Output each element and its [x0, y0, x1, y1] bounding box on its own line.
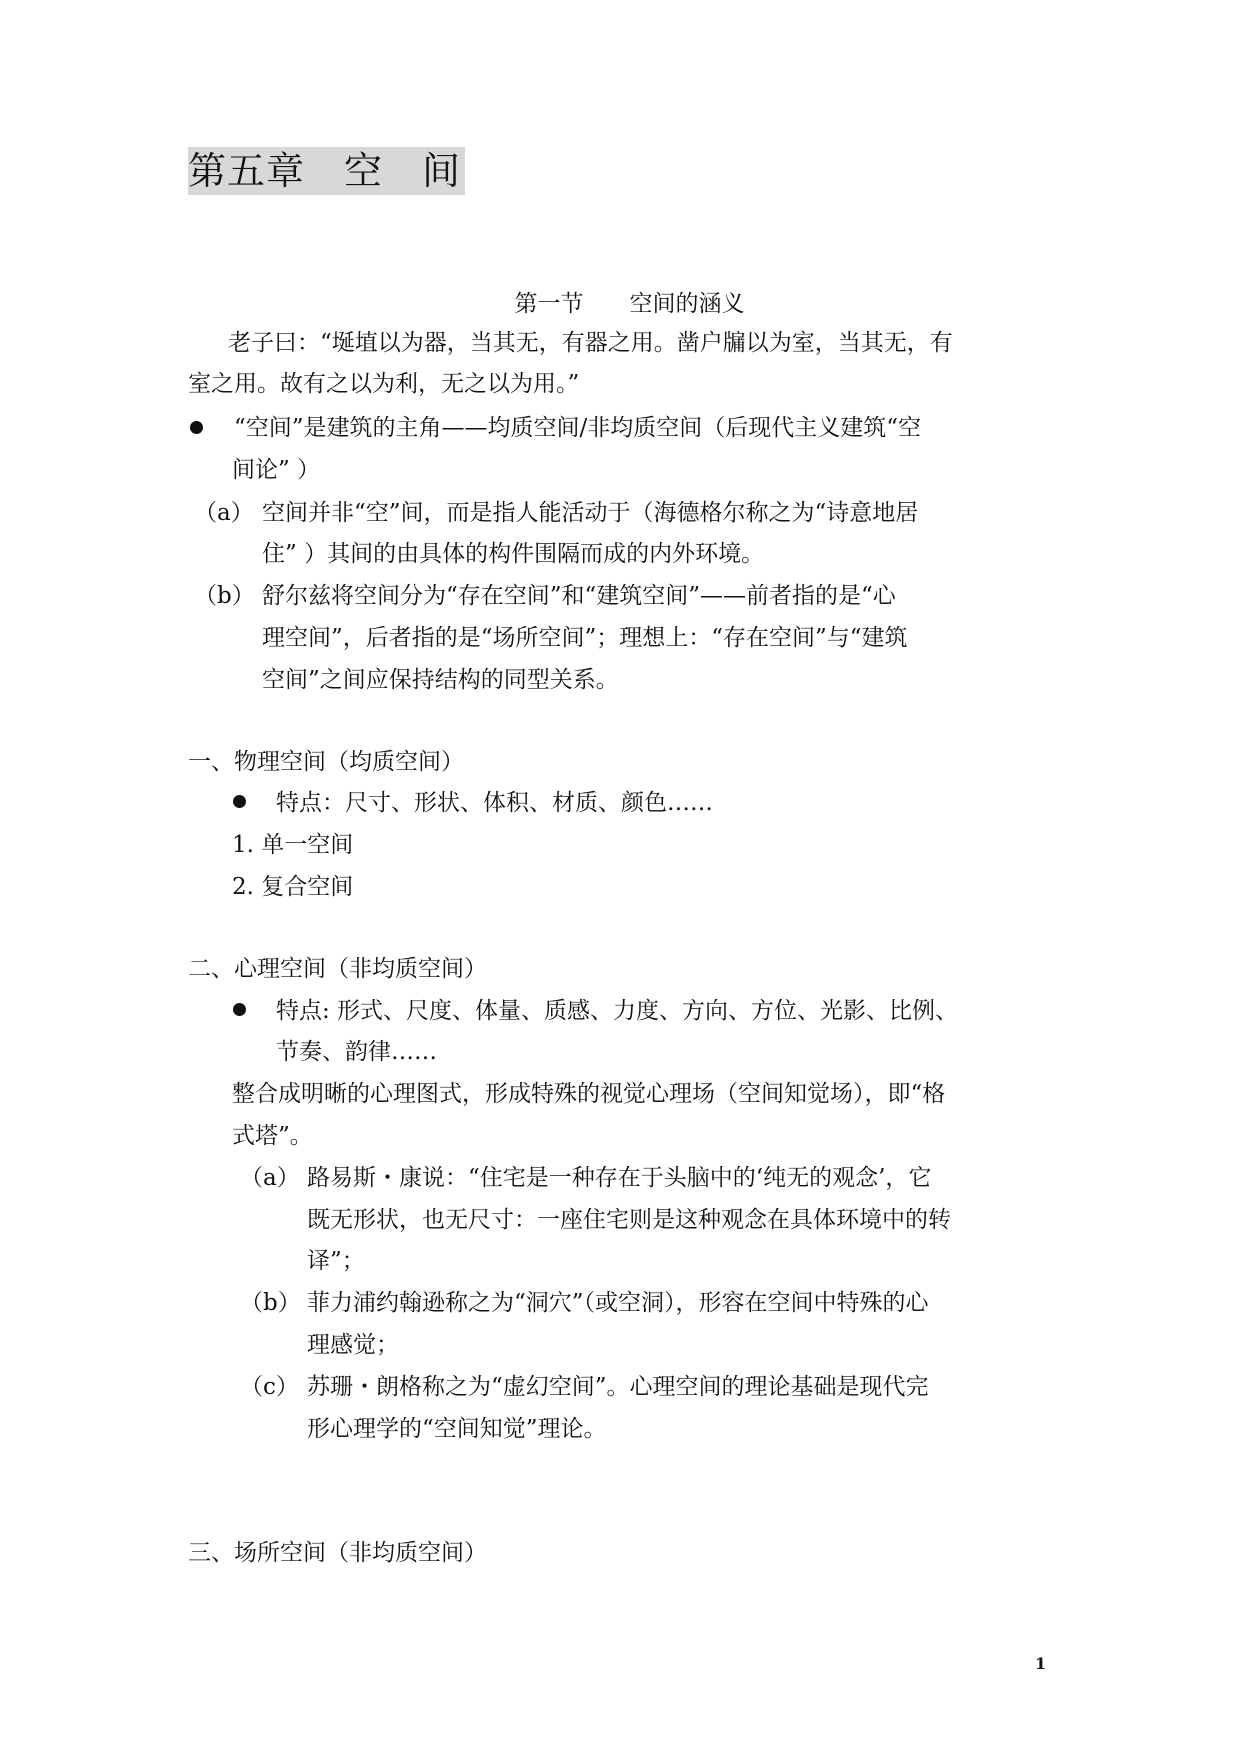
page-number: 1	[1035, 1654, 1047, 1673]
item-a-line-2: 住” ）其间的由具体的构件围隔而成的内外环境。	[262, 541, 765, 567]
section-2-para-line-2: 式塔”。	[232, 1123, 313, 1149]
bullet-dot	[233, 1003, 246, 1016]
chapter-title: 第五章 空 间	[188, 147, 465, 195]
bullet-dot	[190, 421, 203, 434]
item-b-line-1: 舒尔兹将空间分为“存在空间”和“建筑空间”——前者指的是“心	[262, 583, 896, 609]
section-2-bullet-line-2: 节奏、韵律……	[276, 1039, 437, 1065]
section-title: 第一节 空间的涵义	[514, 291, 745, 317]
section-2-a-label: （a）	[240, 1165, 300, 1191]
section-2-b-label: （b）	[240, 1290, 301, 1316]
section-3-heading: 三、场所空间（非均质空间）	[188, 1540, 487, 1566]
section-2-c-label: （c）	[240, 1374, 299, 1400]
section-2-c-line-1: 苏珊・朗格称之为“虚幻空间”。心理空间的理论基础是现代完	[307, 1374, 929, 1400]
quote-line-1: 老子曰：“埏埴以为器，当其无，有器之用。凿户牖以为室，当其无，有	[228, 330, 953, 356]
section-1-heading: 一、物理空间（均质空间）	[188, 749, 464, 775]
section-2-bullet-line-1: 特点: 形式、尺度、体量、质感、力度、方向、方位、光影、比例、	[276, 998, 959, 1024]
section-2-b-line-1: 菲力浦约翰逊称之为“洞穴”（或空洞），形容在空间中特殊的心	[307, 1290, 929, 1316]
section-2-para-line-1: 整合成明晰的心理图式，形成特殊的视觉心理场（空间知觉场），即“格	[232, 1081, 946, 1107]
item-b-label: （b）	[194, 583, 255, 609]
bullet-dot	[233, 795, 246, 808]
section-2-a-line-1: 路易斯・康说：“住宅是一种存在于头脑中的‘纯无的观念’，它	[307, 1165, 932, 1191]
item-a-line-1: 空间并非“空”间，而是指人能活动于（海德格尔称之为“诗意地居	[262, 500, 919, 526]
bullet-space-main-line-1: “空间”是建筑的主角——均质空间/非均质空间（后现代主义建筑“空	[234, 415, 922, 441]
section-1-item-2: 2. 复合空间	[232, 874, 354, 900]
item-b-line-3: 空间”之间应保持结构的同型关系。	[262, 667, 619, 693]
section-1-item-1: 1. 单一空间	[232, 832, 354, 858]
section-2-c-line-2: 形心理学的“空间知觉”理论。	[307, 1416, 607, 1442]
section-2-a-line-3: 译”；	[307, 1248, 365, 1274]
section-2-heading: 二、心理空间（非均质空间）	[188, 956, 487, 982]
item-a-label: （a）	[194, 500, 254, 526]
item-b-line-2: 理空间”，后者指的是“场所空间”；理想上：“存在空间”与“建筑	[262, 625, 908, 651]
bullet-space-main-line-2: 间论” ）	[232, 457, 321, 483]
quote-line-2: 室之用。故有之以为利，无之以为用。”	[188, 371, 580, 397]
section-2-a-line-2: 既无形状，也无尺寸：一座住宅则是这种观念在具体环境中的转	[307, 1207, 951, 1233]
section-2-b-line-2: 理感觉；	[307, 1332, 399, 1358]
section-1-bullet: 特点：尺寸、形状、体积、材质、颜色……	[276, 790, 713, 816]
